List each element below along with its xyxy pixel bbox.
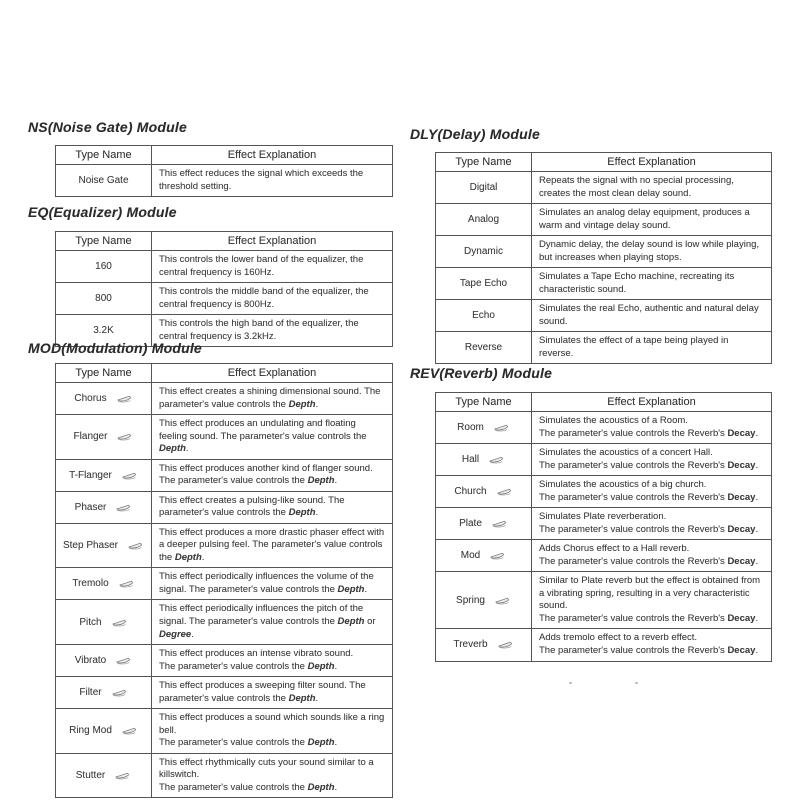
pedal-icon bbox=[488, 455, 505, 464]
effect-type-name: Stutter bbox=[75, 770, 106, 782]
table-row bbox=[56, 753, 393, 798]
column-header-effect-explanation: Effect Explanation bbox=[532, 153, 772, 172]
pedal-icon bbox=[497, 640, 514, 649]
table-row bbox=[436, 629, 772, 661]
noise-gate-table bbox=[55, 145, 393, 197]
table-row bbox=[436, 508, 772, 540]
effect-type-cell bbox=[56, 523, 152, 568]
effect-type-name: Church bbox=[454, 486, 487, 498]
column-header-type-name: Type Name bbox=[56, 232, 152, 251]
effect-type-name: Treverb bbox=[453, 639, 488, 651]
effect-explanation: Simulates the acoustics of a Room. The parameter's value controls the Reverb's Decay. bbox=[532, 412, 772, 444]
section-noise-gate bbox=[28, 119, 398, 197]
effect-explanation: This controls the high band of the equalizer, the central frequency is 3.2kHz. bbox=[152, 315, 393, 347]
effect-explanation: This controls the lower band of the equalizer, the central frequency is 160Hz. bbox=[152, 251, 393, 283]
pedal-icon bbox=[121, 726, 138, 735]
pedal-icon bbox=[111, 688, 128, 697]
effect-explanation: Simulates the acoustics of a big church. The parameter's value controls the Reverb's Decay. bbox=[532, 476, 772, 508]
effect-type-name: 160 bbox=[95, 261, 112, 273]
table-row bbox=[56, 459, 393, 491]
table-row bbox=[436, 236, 772, 268]
table-row bbox=[56, 165, 393, 197]
table-row bbox=[56, 251, 393, 283]
effect-explanation: This effect produces a sound which sounds like a ring bell. The parameter's value controls the Depth. bbox=[152, 709, 393, 754]
pedal-icon bbox=[115, 503, 132, 512]
table-row bbox=[436, 444, 772, 476]
table-row bbox=[436, 476, 772, 508]
section-equalizer bbox=[28, 204, 398, 347]
effect-type-cell bbox=[56, 165, 152, 197]
effect-explanation: This effect creates a pulsing-like sound. The parameter's value controls the Depth. bbox=[152, 491, 393, 523]
effect-explanation: This effect produces an intense vibrato sound. The parameter's value controls the Depth. bbox=[152, 645, 393, 677]
table-row bbox=[56, 645, 393, 677]
effect-type-name: T-Flanger bbox=[69, 469, 112, 481]
effect-type-name: Spring bbox=[456, 594, 485, 606]
effect-type-cell bbox=[436, 236, 532, 268]
effect-type-name: Filter bbox=[79, 687, 102, 699]
effect-explanation: This effect periodically influences the pitch of the signal. The parameter's value controls the Depth or Degree. bbox=[152, 600, 393, 645]
effect-type-name: Chorus bbox=[74, 393, 107, 405]
effect-type-cell bbox=[56, 251, 152, 283]
effect-type-cell bbox=[56, 600, 152, 645]
pedal-icon bbox=[116, 432, 133, 441]
effect-type-name: Vibrato bbox=[74, 655, 107, 667]
effect-type-name: Pitch bbox=[79, 616, 102, 628]
effect-explanation: This controls the middle band of the equalizer, the central frequency is 800Hz. bbox=[152, 283, 393, 315]
section-title-eq: EQ(Equalizer) Module bbox=[28, 204, 177, 220]
table-row bbox=[56, 568, 393, 600]
pedal-icon bbox=[115, 656, 132, 665]
pedal-icon bbox=[121, 471, 138, 480]
effect-type-name: 800 bbox=[95, 293, 112, 305]
column-header-type-name: Type Name bbox=[56, 364, 152, 383]
effect-explanation: This effect creates a shining dimensional sound. The parameter's value controls the Depth. bbox=[152, 383, 393, 415]
effect-type-name: Noise Gate bbox=[78, 175, 129, 187]
effect-explanation: This effect produces an undulating and floating feeling sound. The parameter's value controls the Depth. bbox=[152, 415, 393, 460]
effect-type-cell bbox=[56, 415, 152, 460]
effect-type-cell bbox=[56, 491, 152, 523]
column-header-type-name: Type Name bbox=[436, 153, 532, 172]
effect-type-cell bbox=[436, 476, 532, 508]
effect-type-name: Plate bbox=[459, 518, 482, 530]
effect-explanation: Simulates Plate reverberation. The parameter's value controls the Reverb's Decay. bbox=[532, 508, 772, 540]
effect-type-name: Echo bbox=[472, 310, 495, 322]
effect-type-name: Hall bbox=[461, 454, 480, 466]
effect-type-cell bbox=[436, 332, 532, 364]
pedal-icon bbox=[114, 771, 131, 780]
effect-type-cell bbox=[56, 753, 152, 798]
modulation-table bbox=[55, 363, 393, 798]
table-row bbox=[56, 415, 393, 460]
effect-type-cell bbox=[56, 283, 152, 315]
effect-type-name: Ring Mod bbox=[69, 725, 112, 737]
section-title-dly: DLY(Delay) Module bbox=[410, 126, 540, 142]
effect-type-cell bbox=[436, 508, 532, 540]
pedal-icon bbox=[494, 596, 511, 605]
pedal-icon bbox=[118, 579, 135, 588]
effect-type-cell bbox=[436, 412, 532, 444]
pedal-icon bbox=[491, 519, 508, 528]
effect-type-cell bbox=[56, 459, 152, 491]
effect-explanation: Dynamic delay, the delay sound is low while playing, but increases when playing stops. bbox=[532, 236, 772, 268]
effect-explanation: Simulates the effect of a tape being played in reverse. bbox=[532, 332, 772, 364]
pedal-icon bbox=[496, 487, 513, 496]
effect-explanation: Simulates an analog delay equipment, produces a warm and vintage delay sound. bbox=[532, 204, 772, 236]
effect-type-name: Analog bbox=[467, 214, 500, 226]
section-title-mod: MOD(Modulation) Module bbox=[28, 340, 202, 356]
table-row bbox=[56, 523, 393, 568]
table-row bbox=[436, 172, 772, 204]
scan-speckle bbox=[635, 682, 638, 684]
section-delay bbox=[410, 126, 778, 364]
table-row bbox=[56, 383, 393, 415]
effect-explanation: This effect produces another kind of flanger sound. The parameter's value controls the Depth. bbox=[152, 459, 393, 491]
table-row bbox=[436, 332, 772, 364]
table-header-row bbox=[56, 364, 393, 383]
table-row bbox=[436, 572, 772, 629]
table-row bbox=[56, 283, 393, 315]
effect-type-name: Digital bbox=[469, 182, 498, 194]
table-row bbox=[436, 540, 772, 572]
table-header-row bbox=[436, 393, 772, 412]
effect-explanation: This effect rhythmically cuts your sound similar to a killswitch. The parameter's value controls the Depth. bbox=[152, 753, 393, 798]
effect-type-name: Room bbox=[457, 422, 484, 434]
effect-type-cell bbox=[436, 204, 532, 236]
table-row bbox=[436, 268, 772, 300]
effect-type-name: Tremolo bbox=[72, 578, 109, 590]
effect-explanation: This effect produces a more drastic phaser effect with a deeper pulsing feel. The parameter's value controls the Depth. bbox=[152, 523, 393, 568]
table-row bbox=[436, 412, 772, 444]
table-header-row bbox=[56, 146, 393, 165]
effect-type-cell bbox=[436, 629, 532, 661]
effect-type-name: Tape Echo bbox=[459, 278, 508, 290]
effect-type-cell bbox=[436, 172, 532, 204]
effect-type-name: Step Phaser bbox=[62, 540, 119, 552]
effect-type-cell bbox=[436, 268, 532, 300]
effect-explanation: Simulates a Tape Echo machine, recreating its characteristic sound. bbox=[532, 268, 772, 300]
pedal-icon bbox=[127, 541, 144, 550]
effect-type-cell bbox=[436, 444, 532, 476]
effect-type-cell bbox=[56, 645, 152, 677]
pedal-icon bbox=[116, 394, 133, 403]
effect-explanation: Adds tremolo effect to a reverb effect. The parameter's value controls the Reverb's Decay. bbox=[532, 629, 772, 661]
effect-explanation: Simulates the acoustics of a concert Hall. The parameter's value controls the Reverb's Decay. bbox=[532, 444, 772, 476]
section-modulation bbox=[28, 340, 398, 798]
table-row bbox=[436, 204, 772, 236]
table-row bbox=[436, 300, 772, 332]
effect-type-cell bbox=[56, 568, 152, 600]
effect-explanation: Similar to Plate reverb but the effect is obtained from a vibrating spring, resulting in a very characteristic sound. The parameter's value controls the Reverb's Decay. bbox=[532, 572, 772, 629]
effect-type-name: Flanger bbox=[73, 431, 108, 443]
column-header-effect-explanation: Effect Explanation bbox=[532, 393, 772, 412]
effect-type-name: Dynamic bbox=[464, 246, 503, 258]
column-header-type-name: Type Name bbox=[436, 393, 532, 412]
equalizer-table bbox=[55, 231, 393, 347]
effect-type-cell bbox=[56, 709, 152, 754]
scan-speckle bbox=[569, 682, 572, 684]
effect-type-cell bbox=[56, 677, 152, 709]
column-header-effect-explanation: Effect Explanation bbox=[152, 232, 393, 251]
effect-explanation: Simulates the real Echo, authentic and natural delay sound. bbox=[532, 300, 772, 332]
pedal-icon bbox=[489, 551, 506, 560]
section-title-rev: REV(Reverb) Module bbox=[410, 365, 553, 381]
effect-type-cell bbox=[436, 572, 532, 629]
effect-type-cell bbox=[436, 300, 532, 332]
effect-type-cell bbox=[436, 540, 532, 572]
effect-explanation: This effect produces a sweeping filter sound. The parameter's value controls the Depth. bbox=[152, 677, 393, 709]
reverb-table bbox=[435, 392, 772, 662]
table-row bbox=[56, 491, 393, 523]
column-header-effect-explanation: Effect Explanation bbox=[152, 364, 393, 383]
effect-type-name: Reverse bbox=[464, 342, 503, 354]
section-title-ns: NS(Noise Gate) Module bbox=[28, 119, 187, 135]
table-header-row bbox=[56, 232, 393, 251]
table-header-row bbox=[436, 153, 772, 172]
pedal-icon bbox=[493, 423, 510, 432]
effect-type-name: Phaser bbox=[74, 501, 107, 513]
section-reverb bbox=[410, 365, 778, 662]
table-row bbox=[56, 709, 393, 754]
effect-type-name: Mod bbox=[460, 550, 481, 562]
pedal-icon bbox=[111, 618, 128, 627]
effect-explanation: Repeats the signal with no special processing, creates the most clean delay sound. bbox=[532, 172, 772, 204]
effect-type-cell bbox=[56, 383, 152, 415]
table-row bbox=[56, 600, 393, 645]
delay-table bbox=[435, 152, 772, 364]
effect-explanation: Adds Chorus effect to a Hall reverb. The parameter's value controls the Reverb's Decay. bbox=[532, 540, 772, 572]
column-header-effect-explanation: Effect Explanation bbox=[152, 146, 393, 165]
effect-explanation: This effect reduces the signal which exceeds the threshold setting. bbox=[152, 165, 393, 197]
effect-explanation: This effect periodically influences the volume of the signal. The parameter's value controls the Depth. bbox=[152, 568, 393, 600]
column-header-type-name: Type Name bbox=[56, 146, 152, 165]
effect-type-name: 3.2K bbox=[93, 325, 114, 337]
table-row bbox=[56, 677, 393, 709]
